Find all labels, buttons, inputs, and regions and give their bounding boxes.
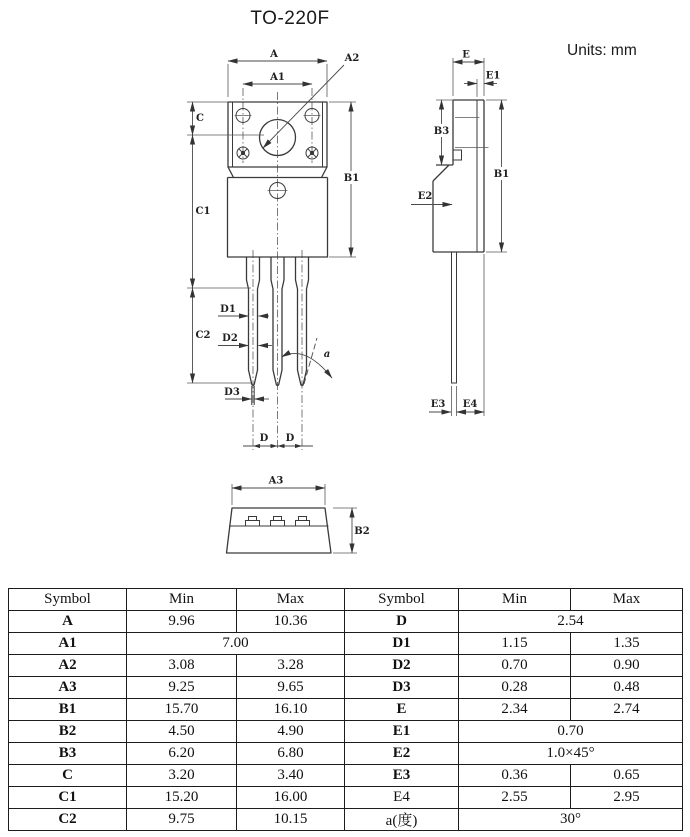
table-cell: A2 [9,655,127,677]
table-cell: 0.28 [459,677,571,699]
dimensions-table [8,588,683,831]
dim-label-angle: a [323,349,331,360]
side-profile-outline [433,100,484,252]
table-cell: 9.75 [127,809,237,831]
table-cell: D1 [345,633,459,655]
table-cell: 3.08 [127,655,237,677]
table-cell: 2.95 [571,787,683,809]
table-row [9,611,683,633]
table-cell: 0.36 [459,765,571,787]
table-cell: 4.90 [237,721,345,743]
dim-label-B3: B3 [433,126,450,137]
side-view [411,50,510,417]
table-cell: 2.54 [459,611,683,633]
table-cell: 3.28 [237,655,345,677]
table-cell: E2 [345,743,459,765]
table-cell: 1.35 [571,633,683,655]
table-cell: C2 [9,809,127,831]
dim-label-C1: C1 [195,206,211,217]
bottom-view [227,476,370,554]
dim-label-A3: A3 [268,475,284,487]
table-row [9,655,683,677]
table-cell: D [345,611,459,633]
front-view [187,49,360,450]
dim-label-A: A [270,49,278,60]
table-cell: 6.80 [237,743,345,765]
table-cell: 0.65 [571,765,683,787]
table-row [9,699,683,721]
table-cell: B1 [9,699,127,721]
dim-label-A2: A2 [344,53,360,64]
table-row [9,677,683,699]
dim-label-E2: E2 [417,191,433,202]
table-cell: C [9,765,127,787]
table-cell: 6.20 [127,743,237,765]
dim-label-C2: C2 [195,330,211,341]
table-cell: 3.40 [237,765,345,787]
table-cell: 10.15 [237,809,345,831]
dim-label-side-B1: B1 [493,169,510,180]
table-header-cell: Min [459,589,571,611]
table-row [9,721,683,743]
table-cell: 1.15 [459,633,571,655]
table-header-row [9,589,683,611]
table-cell: 30° [459,809,683,831]
table-cell: E3 [345,765,459,787]
bottom-outline [227,508,332,553]
table-row [9,787,683,809]
table-header-cell: Max [571,589,683,611]
table-cell: 3.20 [127,765,237,787]
table-header-cell: Symbol [345,589,459,611]
page-title: TO-220F [250,8,330,29]
table-cell: a(度) [345,809,459,831]
dim-label-E: E [462,49,470,61]
table-cell: A3 [9,677,127,699]
table-cell: E1 [345,721,459,743]
table-cell: E [345,699,459,721]
table-cell: 0.48 [571,677,683,699]
table-header-cell: Min [127,589,237,611]
dim-label-D2: D2 [222,333,238,344]
dim-label-E4: E4 [462,399,478,410]
table-cell: 0.70 [459,721,683,743]
table-cell: 9.96 [127,611,237,633]
table-cell: 2.74 [571,699,683,721]
table-row [9,809,683,831]
dim-label-D-left: D [259,433,269,444]
table-cell: 15.70 [127,699,237,721]
table-cell: D2 [345,655,459,677]
table-cell: A [9,611,127,633]
dim-label-E3: E3 [430,399,446,410]
table-header-cell: Max [237,589,345,611]
table-cell: B2 [9,721,127,743]
dim-label-E1: E1 [485,70,501,82]
dim-label-B2: B2 [354,526,370,537]
table-cell: 0.70 [459,655,571,677]
lead-cross-sections [246,517,310,527]
table-header-cell: Symbol [9,589,127,611]
table-cell: 4.50 [127,721,237,743]
table-cell: 1.0×45° [459,743,683,765]
table-row [9,765,683,787]
table-cell: 0.90 [571,655,683,677]
table-cell: E4 [345,787,459,809]
dim-label-D3: D3 [224,387,240,398]
units-label: Units: mm [567,42,637,59]
table-cell: 16.10 [237,699,345,721]
side-notch [453,150,462,160]
table-cell: B3 [9,743,127,765]
table-cell: 7.00 [127,633,345,655]
centerline [243,88,312,450]
table-cell: 2.55 [459,787,571,809]
dim-label-D1: D1 [220,304,236,315]
side-lead [452,252,457,383]
table-cell: 9.65 [237,677,345,699]
table-cell: D3 [345,677,459,699]
table-row [9,633,683,655]
table-cell: A1 [9,633,127,655]
table-cell: 10.36 [237,611,345,633]
dim-label-A1: A1 [270,72,285,83]
table-cell: 2.34 [459,699,571,721]
table-cell: C1 [9,787,127,809]
table-cell: 15.20 [127,787,237,809]
table-row [9,743,683,765]
dim-label-B1: B1 [343,173,360,184]
table-cell: 9.25 [127,677,237,699]
dim-label-D-right: D [285,433,295,444]
dim-label-C: C [196,113,204,124]
table-cell: 16.00 [237,787,345,809]
